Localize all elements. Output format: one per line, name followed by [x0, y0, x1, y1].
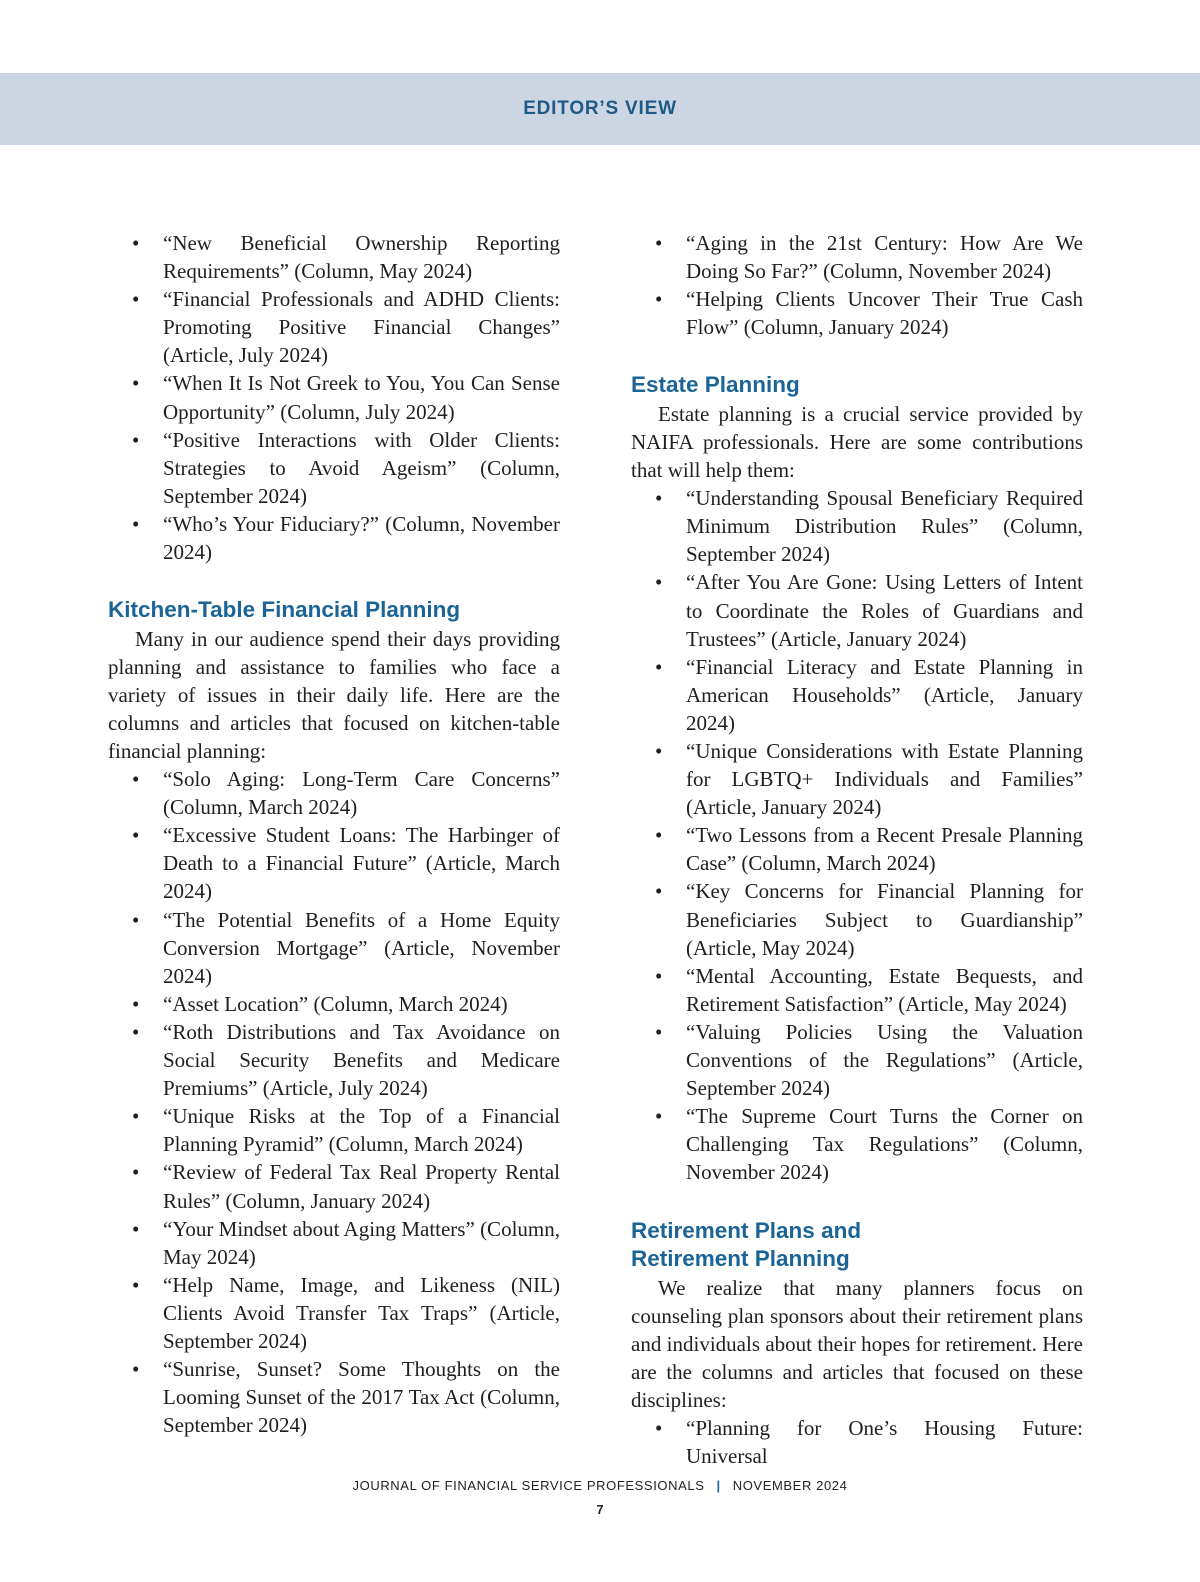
- list-item: • “Review of Federal Tax Real Property Rental Rules” (Column, January 2024): [108, 1158, 560, 1214]
- footer-separator: |: [716, 1478, 721, 1493]
- list-item: • “Aging in the 21st Century: How Are We Doing So Far?” (Column, November 2024): [631, 229, 1083, 285]
- list-item: • “Help Name, Image, and Likeness (NIL) Clients Avoid Transfer Tax Traps” (Article, September 2024): [108, 1271, 560, 1355]
- page-footer: [0, 1478, 1200, 1517]
- list-item: • “Roth Distributions and Tax Avoidance on Social Security Benefits and Medicare Premiums” (Article, July 2024): [108, 1018, 560, 1102]
- list-item: • “When It Is Not Greek to You, You Can Sense Opportunity” (Column, July 2024): [108, 369, 560, 425]
- heading-retirement-planning: [631, 1217, 1083, 1274]
- bullet-list-continued: [108, 229, 560, 566]
- estate-bullet-list: [631, 484, 1083, 1186]
- list-item: • “Excessive Student Loans: The Harbinger of Death to a Financial Future” (Article, March 2024): [108, 821, 560, 905]
- list-item: • “Sunrise, Sunset? Some Thoughts on the Looming Sunset of the 2017 Tax Act (Column, September 2024): [108, 1355, 560, 1439]
- left-column: [108, 229, 560, 1439]
- issue-date: NOVEMBER 2024: [732, 1478, 848, 1493]
- footer-journal-line: [0, 1478, 1200, 1493]
- list-item: • “Financial Literacy and Estate Planning in American Households” (Article, January 2024): [631, 653, 1083, 737]
- list-item: • “Mental Accounting, Estate Bequests, and Retirement Satisfaction” (Article, May 2024): [631, 962, 1083, 1018]
- list-item: • “Financial Professionals and ADHD Clients: Promoting Positive Financial Changes” (Article, July 2024): [108, 285, 560, 369]
- section-title: EDITOR’S VIEW: [523, 98, 677, 119]
- list-item: • “Valuing Policies Using the Valuation Conventions of the Regulations” (Article, September 2024): [631, 1018, 1083, 1102]
- list-item: • “The Potential Benefits of a Home Equity Conversion Mortgage” (Article, November 2024): [108, 906, 560, 990]
- retirement-intro-paragraph: We realize that many planners focus on counseling plan sponsors about their retirement plans and individuals about their hopes for retirement. Here are the columns and articles that focused on these disciplines:: [631, 1275, 1083, 1412]
- list-item: • “Two Lessons from a Recent Presale Planning Case” (Column, March 2024): [631, 821, 1083, 877]
- retirement-bullet-list: [631, 1414, 1083, 1470]
- list-item: • “Helping Clients Uncover Their True Cash Flow” (Column, January 2024): [631, 285, 1083, 341]
- list-item: • “Positive Interactions with Older Clients: Strategies to Avoid Ageism” (Column, September 2024): [108, 426, 560, 510]
- bullet-list-continued: [631, 229, 1083, 341]
- heading-estate-planning: Estate Planning: [631, 372, 800, 398]
- list-item: • “The Supreme Court Turns the Corner on Challenging Tax Regulations” (Column, November 2024): [631, 1102, 1083, 1186]
- list-item: • “Understanding Spousal Beneficiary Required Minimum Distribution Rules” (Column, September 2024): [631, 484, 1083, 568]
- list-item: • “Planning for One’s Housing Future: Universal: [631, 1414, 1083, 1470]
- list-item: • “Unique Considerations with Estate Planning for LGBTQ+ Individuals and Families” (Article, January 2024): [631, 737, 1083, 821]
- journal-name: JOURNAL OF FINANCIAL SERVICE PROFESSIONALS: [352, 1478, 705, 1493]
- heading-line: Retirement Plans and: [631, 1217, 862, 1243]
- list-item: • “Unique Risks at the Top of a Financial Planning Pyramid” (Column, March 2024): [108, 1102, 560, 1158]
- estate-intro-paragraph: Estate planning is a crucial service provided by NAIFA professionals. Here are some contributions that will help them:: [631, 401, 1083, 483]
- heading-kitchen-table: Kitchen-Table Financial Planning: [108, 597, 461, 623]
- heading-line: Retirement Planning: [631, 1246, 850, 1271]
- list-item: • “Solo Aging: Long-Term Care Concerns” (Column, March 2024): [108, 765, 560, 821]
- list-item: • “Key Concerns for Financial Planning for Beneficiaries Subject to Guardianship” (Article, May 2024): [631, 877, 1083, 961]
- list-item: • “Asset Location” (Column, March 2024): [108, 990, 560, 1018]
- list-item: • “Who’s Your Fiduciary?” (Column, November 2024): [108, 510, 560, 566]
- right-column: [631, 229, 1083, 1470]
- kitchen-intro-paragraph: Many in our audience spend their days providing planning and assistance to families who face a variety of issues in their daily life. Here are the columns and articles that focused on kitchen-table financial planning:: [108, 626, 560, 763]
- list-item: • “New Beneficial Ownership Reporting Requirements” (Column, May 2024): [108, 229, 560, 285]
- section-header-band: [0, 73, 1200, 145]
- page-number: 7: [596, 1502, 604, 1517]
- list-item: • “Your Mindset about Aging Matters” (Column, May 2024): [108, 1215, 560, 1271]
- list-item: • “After You Are Gone: Using Letters of Intent to Coordinate the Roles of Guardians and Trustees” (Article, January 2024): [631, 568, 1083, 652]
- kitchen-bullet-list: [108, 765, 560, 1439]
